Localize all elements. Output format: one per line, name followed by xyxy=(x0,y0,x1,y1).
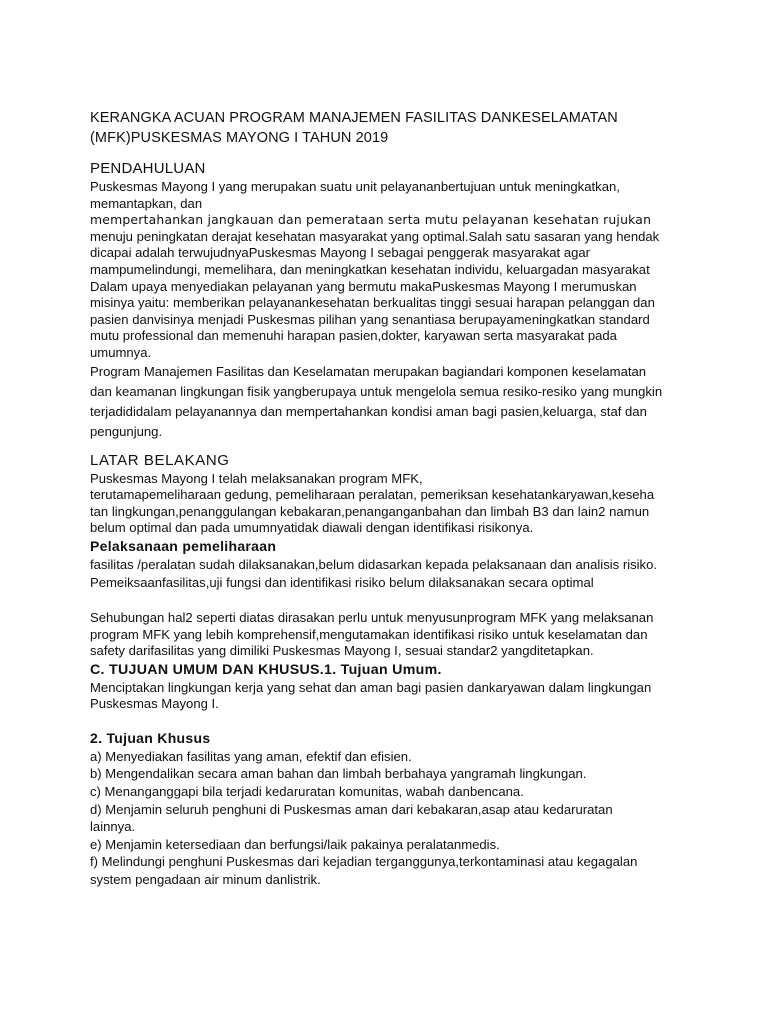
text-line: pasien danvisinya menjadi Puskesmas pilihan yang senantiasa berupayameningkatkan standard xyxy=(90,311,650,327)
sub-heading: 2. Tujuan Khusus xyxy=(90,729,211,746)
paragraph xyxy=(90,362,670,442)
text-line: mempertahankan jangkauan dan pemerataan serta mutu pelayanan kesehatan rujukan xyxy=(90,212,652,228)
list-item: c) Menanganggapi bila terjadi kedaruratan komunitas, wabah danbencana. xyxy=(90,784,524,800)
text-line: memantapkan, dan xyxy=(90,195,203,211)
list-item: lainnya. xyxy=(90,819,136,835)
section-heading: LATAR BELAKANG xyxy=(90,451,230,469)
text-line: dan keamanan lingkungan fisik yangberupaya untuk mengelola semua resiko-resiko yang mungkin xyxy=(90,383,663,399)
text-line: Dalam upaya menyediakan pelayanan yang bermutu makaPuskesmas Mayong I merumuskan xyxy=(90,278,637,294)
list-item: system pengadaan air minum danlistrik. xyxy=(90,872,321,888)
text-line: dicapai adalah terwujudnyaPuskesmas Mayong I sebagai penggerak masyarakat agar xyxy=(90,245,591,261)
text-line: Program Manajemen Fasilitas dan Keselamatan merupakan bagiandari komponen keselamatan xyxy=(90,363,647,379)
section-latar-belakang xyxy=(90,451,670,660)
section-heading: C. TUJUAN UMUM DAN KHUSUS.1. Tujuan Umum. xyxy=(90,661,442,678)
text-line: belum optimal dan pada umumnyatidak diawali dengan identifikasi risikonya. xyxy=(90,520,534,536)
text-line: Pemeiksaanfasilitas,uji fungsi dan identifikasi risiko belum dilaksanakan secara optimal xyxy=(90,574,594,590)
text-line: menuju peningkatan derajat kesehatan masyarakat yang optimal.Salah satu sasaran yang hendak xyxy=(90,228,660,244)
title-line: KERANGKA ACUAN PROGRAM MANAJEMEN FASILITAS DANKESELAMATAN xyxy=(90,110,618,126)
list-item: a) Menyediakan fasilitas yang aman, efektif dan efisien. xyxy=(90,748,412,764)
text-line: Sehubungan hal2 seperti diatas dirasakan perlu untuk menyusunprogram MFK yang melaksanan xyxy=(90,609,654,625)
paragraph xyxy=(90,179,670,362)
section-pendahuluan xyxy=(90,159,670,442)
text-line: fasilitas /peralatan sudah dilaksanakan,belum didasarkan kepada pelaksanaan dan analisis risiko. xyxy=(90,556,658,572)
section-tujuan xyxy=(90,660,670,889)
text-line: Puskesmas Mayong I telah melaksanakan program MFK, xyxy=(90,470,423,486)
document-title xyxy=(90,108,670,148)
paragraph xyxy=(90,556,670,592)
text-line: Puskesmas Mayong I. xyxy=(90,696,219,712)
text-line: mutu professional dan memenuhi harapan pasien,dokter, karyawan serta masyarakat pada xyxy=(90,328,617,344)
title-line: (MFK)PUSKESMAS MAYONG I TAHUN 2019 xyxy=(90,130,389,146)
text-line: terutamapemeliharaan gedung, pemeliharaan peralatan, pemeriksan kesehatankaryawan,keseha xyxy=(90,487,655,503)
paragraph xyxy=(90,471,670,537)
text-line: tan lingkungan,penanggulangan kebakaran,penanganganbahan dan limbah B3 dan lain2 namun xyxy=(90,503,650,519)
section-heading: PENDAHULUAN xyxy=(90,160,206,177)
list-item: b) Mengendalikan secara aman bahan dan limbah berbahaya yangramah lingkungan. xyxy=(90,766,587,782)
list-item: d) Menjamin seluruh penghuni di Puskesmas aman dari kebakaran,asap atau kedaruratan xyxy=(90,801,613,817)
text-line: mampumelindungi, memelihara, dan meningkatkan kesehatan individu, keluargadan masyarakat xyxy=(90,261,650,277)
list-item: e) Menjamin ketersediaan dan berfungsi/laik pakainya peralatanmedis. xyxy=(90,836,500,852)
sub-heading: Pelaksanaan pemeliharaan xyxy=(90,537,277,554)
list-item: f) Melindungi penghuni Puskesmas dari kejadian terganggunya,terkontaminasi atau kegagalan xyxy=(90,854,638,870)
document-body xyxy=(90,108,670,889)
list xyxy=(90,748,670,889)
text-line: Menciptakan lingkungan kerja yang sehat dan aman bagi pasien dankaryawan dalam lingkungan xyxy=(90,679,652,695)
text-line: umumnya. xyxy=(90,344,152,360)
text-line: Puskesmas Mayong I yang merupakan suatu unit pelayananbertujuan untuk meningkatkan, xyxy=(90,179,620,194)
paragraph xyxy=(90,610,670,660)
text-line: misinya yaitu: memberikan pelayanankesehatan berkualitas tinggi sesuai harapan pelanggan dan xyxy=(90,295,655,311)
text-line: program MFK yang lebih komprehensif,mengutamakan identifikasi risiko untuk keselamatan dan xyxy=(90,626,648,642)
paragraph xyxy=(90,680,670,713)
text-line: safety darifasilitas yang dimiliki Puskesmas Mayong I, sesuai standar2 yangditetapkan. xyxy=(90,643,594,659)
text-line: pengunjung. xyxy=(90,423,163,439)
text-line: terjadididalam pelayanannya dan mempertahankan kondisi aman bagi pasien,keluarga, staf dan xyxy=(90,403,647,419)
